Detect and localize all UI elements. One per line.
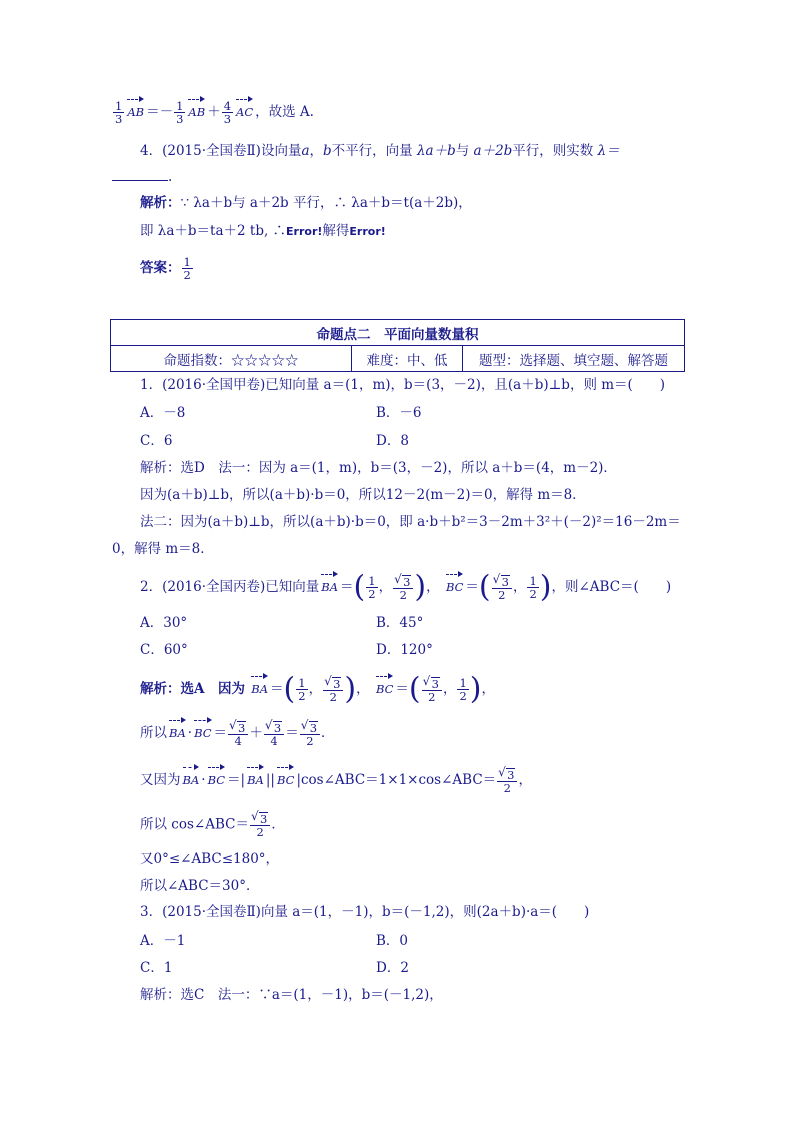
section-title: 命题点二 平面向量数量积 <box>111 320 685 346</box>
p1-stem: 1．(2016·全国甲卷)已知向量 a＝(1，m)，b＝(3，－2)，且(a＋b)⊥b，则 m＝( ) <box>140 377 666 393</box>
p2-solution-5: 又0°≤∠ABC≤180°， <box>140 851 280 867</box>
q4-blank: . <box>112 168 172 186</box>
p1-solution-1: 解析：选D 法一：因为 a＝(1，m)，b＝(3，－2)，所以 a＋b＝(4，m－2)． <box>140 460 617 476</box>
p3-option-c: C．1 <box>140 960 173 976</box>
fraction: $\frac{1}{3}$ <box>115 99 123 126</box>
q4-solution-line1: 解析：∵ λa＋b与 a＋2b 平行，∴ λa＋b＝t(a＋2b)， <box>140 195 472 211</box>
q4-stem: 4．(2015·全国卷Ⅱ)设向量a，b不平行，向量 λa＋b与 a＋2b平行，则实数 λ＝ <box>140 143 620 159</box>
vector-ab: AB <box>188 97 205 121</box>
p2-solution-2: 所以 BA · BC ＝ √ $\frac{3}{4}$ ＋ √ $\frac{3}{4}$ ＝ √ $\frac{3}{2}$ ． <box>140 718 335 747</box>
difficulty-level: 难度：中、低 <box>352 346 463 372</box>
p3-option-d: D．2 <box>376 960 409 976</box>
q4-solution-line2: 即 λa＋b＝ta＋2 tb, ∴Error!解得Error! <box>140 223 386 239</box>
answer-blank <box>112 180 168 181</box>
fraction: $\frac{4}{3}$ <box>223 99 232 126</box>
p3-option-a: A．－1 <box>140 933 186 949</box>
p1-option-a: A．－8 <box>140 405 186 421</box>
p1-solution-4: 0，解得 m＝8． <box>112 541 214 557</box>
vector-ac: AC <box>236 97 253 121</box>
p1-solution-2: 因为(a＋b)⊥b，所以(a＋b)·b＝0，所以12－2(m－2)＝0，解得 m＝8． <box>140 487 586 503</box>
p2-stem: 2．(2016·全国丙卷)已知向量 BA ＝( $\frac{1}{2}$ ， √ $\frac{3}{2}$ )， BC ＝( √ $\frac{3}{2}$ ， $\frac{1}{2}$ )，则∠ABC＝( ) <box>140 572 671 603</box>
p1-option-d: D．8 <box>376 433 409 449</box>
answer-fraction: $\frac{1}{2}$ <box>183 255 191 282</box>
top-fragment: $\frac{1}{3}$ AB ＝－ $\frac{1}{3}$ AB ＋ $\frac{4}{3}$ AC ，故选 A. <box>115 99 314 126</box>
p1-option-c: C．6 <box>140 433 173 449</box>
p2-option-a: A．30° <box>140 615 188 631</box>
p2-option-c: C．60° <box>140 642 188 658</box>
p2-option-d: D．120° <box>376 642 433 658</box>
p3-solution-1: 解析：选C 法一：∵a＝(1，－1)，b＝(－1,2)， <box>140 987 443 1003</box>
p2-solution-3: 又因为 BA · BC ＝| BA || BC |cos∠ABC＝1×1×cos∠ABC＝ √ $\frac{3}{2}$ ， <box>140 765 532 794</box>
p2-option-b: B．45° <box>376 615 424 631</box>
section-header-table <box>110 319 685 372</box>
p2-solution-4: 所以 cos∠ABC＝ √ $\frac{3}{2}$ ． <box>140 812 285 838</box>
p3-stem: 3．(2015·全国卷Ⅱ)向量 a＝(1，－1)，b＝(－1,2)，则(2a＋b)·a＝( ) <box>140 904 590 920</box>
p2-solution-6: 所以∠ABC＝30°． <box>140 878 260 894</box>
difficulty-index: 命题指数：☆☆☆☆☆ <box>111 346 352 372</box>
p1-solution-3: 法二：因为(a＋b)⊥b，所以(a＋b)·b＝0，即 a·b＋b²＝3－2m＋3²＋(－2)²＝16－2m＝ <box>140 514 681 530</box>
q4-answer: 答案： $\frac{1}{2}$ <box>140 255 191 282</box>
question-types: 题型：选择题、填空题、解答题 <box>463 346 685 372</box>
vector-ab: AB <box>127 97 144 121</box>
p3-option-b: B．0 <box>376 933 409 949</box>
p2-solution-1: 解析：选A 因为 BA ＝( $\frac{1}{2}$ ， √ $\frac{3}{2}$ )， BC ＝( √ $\frac{3}{2}$ ， $\frac{1}{2}$ )， <box>140 674 495 705</box>
p1-option-b: B．－6 <box>376 405 422 421</box>
fraction: $\frac{1}{3}$ <box>176 99 184 126</box>
